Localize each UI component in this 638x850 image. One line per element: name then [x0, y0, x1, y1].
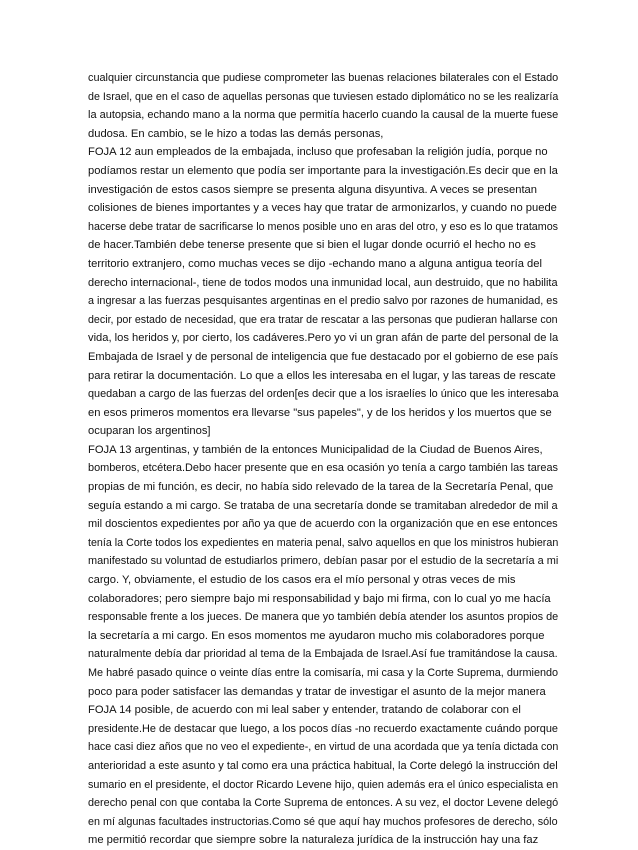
text-line: me permitió recordar que siempre sobre la naturaleza jurídica de la instrucción hay una faz — [88, 834, 539, 847]
text-line: manifestado su voluntad de estudiarlos primero, debían pasar por el estudio de la secretaría a mi — [88, 555, 559, 568]
text-line: a ingresar a las fuerzas pesquisantes argentinas en el predio salvo por razones de humanidad, es — [88, 295, 558, 308]
text-line: propias de mi función, es decir, no había sido relevado de la tarea de la Secretaría Penal, que — [88, 481, 554, 494]
text-line: de hacer.También debe tenerse presente que si bien el lugar donde ocurrió el hecho no es — [88, 239, 536, 252]
text-line: decir, por estado de necesidad, que era tratar de rescatar a las personas que pudieran hallarse con — [88, 313, 558, 326]
text-line: FOJA 13 argentinas, y también de la entonces Municipalidad de la Ciudad de Buenos Aires, — [88, 443, 543, 456]
text-line: podíamos restar un elemento que podía ser importante para la investigación.Es decir que en la — [88, 164, 558, 177]
text-line: naturalmente debía dar prioridad al tema de la Embajada de Israel.Así fue tramitándose la causa. — [88, 648, 558, 661]
text-line: colaboradores; pero siempre bajo mi responsabilidad y bajo mi firma, con lo cual yo me hacía — [88, 592, 551, 605]
text-line: responsable frente a los jueces. De manera que yo también debía atender los asuntos propios de — [88, 611, 559, 624]
text-line: tenía la Corte todos los expedientes en materia penal, salvo aquellos en que los ministros hubieran — [88, 536, 559, 549]
text-line: anterioridad a este asunto y tal como era una práctica habitual, la Corte delegó la instrucción del — [88, 759, 558, 772]
text-line: investigación de estos casos siempre se presenta alguna disyuntiva. A veces se presentan — [88, 183, 538, 196]
text-line: cualquier circunstancia que pudiese comprometer las buenas relaciones bilaterales con el Estado — [88, 72, 559, 84]
text-line: sumario en el presidente, el doctor Ricardo Levene hijo, quien además era el único especialista en — [88, 778, 559, 791]
text-line: hacerse debe tratar de sacrificarse lo menos posible uno en aras del otro, y eso es lo que tratamos — [88, 220, 559, 233]
text-line: derecho internacional-, tiene de todos modos una inmunidad local, aun destruido, que no habilita — [88, 276, 558, 289]
text-line: en esos primeros momentos era llevarse "sus papeles", y de los heridos y los muertos que se — [88, 406, 552, 419]
text-line: mil doscientos expedientes por año ya que de acuerdo con la organización que en ese entonces — [88, 518, 558, 531]
text-line: presidente.He de destacar que luego, a los pocos días -no recuerdo exactamente cuándo porque — [88, 722, 559, 735]
text-line: FOJA 14 posible, de acuerdo con mi leal saber y entender, tratando de colaborar con el — [88, 704, 521, 717]
text-line: de Israel, que en el caso de aquellas personas que tuviesen estado diplomático no se les realizaría — [88, 90, 559, 103]
text-line: vida, los heridos y, por cierto, los cadáveres.Pero yo vi un gran afán de parte del personal de la — [88, 332, 559, 345]
text-line: territorio extranjero, como muchas veces se dijo -echando mano a alguna antigua teoría del — [88, 257, 542, 270]
text-line: en mí algunas facultades instructorias.Como sé que aquí hay muchos profesores de derecho, sólo — [88, 815, 558, 828]
text-line: colisiones de bienes importantes y a veces hay que tratar de armonizarlos, y cuando no puede — [88, 202, 557, 215]
text-line: Embajada de Israel y de personal de inteligencia que fue destacado por el gobierno de ese país — [88, 350, 559, 363]
text-line: poco para poder satisfacer las demandas y tratar de investigar el asunto de la mejor manera — [88, 685, 546, 698]
text-line: ocuparan los argentinos] — [88, 425, 211, 438]
text-line: derecho penal con que contaba la Corte Suprema de entonces. A su vez, el doctor Levene delegó — [88, 797, 559, 810]
body-text — [88, 69, 558, 850]
text-line: bomberos, etcétera.Debo hacer presente que en esa ocasión yo tenía a cargo también las tareas — [88, 462, 558, 475]
text-line: FOJA 12 aun empleados de la embajada, incluso que profesaban la religión judía, porque no — [88, 146, 548, 159]
text-line: la secretaría a mi cargo. En esos momentos me ayudaron mucho mis colaboradores porque — [88, 629, 545, 642]
text-line: la autopsia, echando mano a la norma que permitía hacerlo cuando la causal de la muerte fuese — [88, 109, 559, 122]
text-line: hace casi diez años que no veo el expediente-, en virtud de una acordada que ya tenía dictada con — [88, 741, 559, 754]
text-line: cargo. Y, obviamente, el estudio de los casos era el mío personal y otras veces de mis — [88, 574, 516, 587]
text-line: seguía estando a mi cargo. Se trataba de una secretaría donde se tramitaban alrededor de mil a — [88, 499, 558, 512]
text-line: quedaban a cargo de las fuerzas del orden[es decir que a los israelíes lo único que les interesaba — [88, 388, 559, 401]
text-line: Me habré pasado quince o veinte días entre la comisaría, mi casa y la Corte Suprema, durmiendo — [88, 667, 559, 679]
text-line: dudosa. En cambio, se le hizo a todas las demás personas, — [88, 127, 384, 140]
text-line: para retirar la documentación. Lo que a ellos les interesaba en el lugar, y las tareas de rescate — [88, 369, 556, 382]
